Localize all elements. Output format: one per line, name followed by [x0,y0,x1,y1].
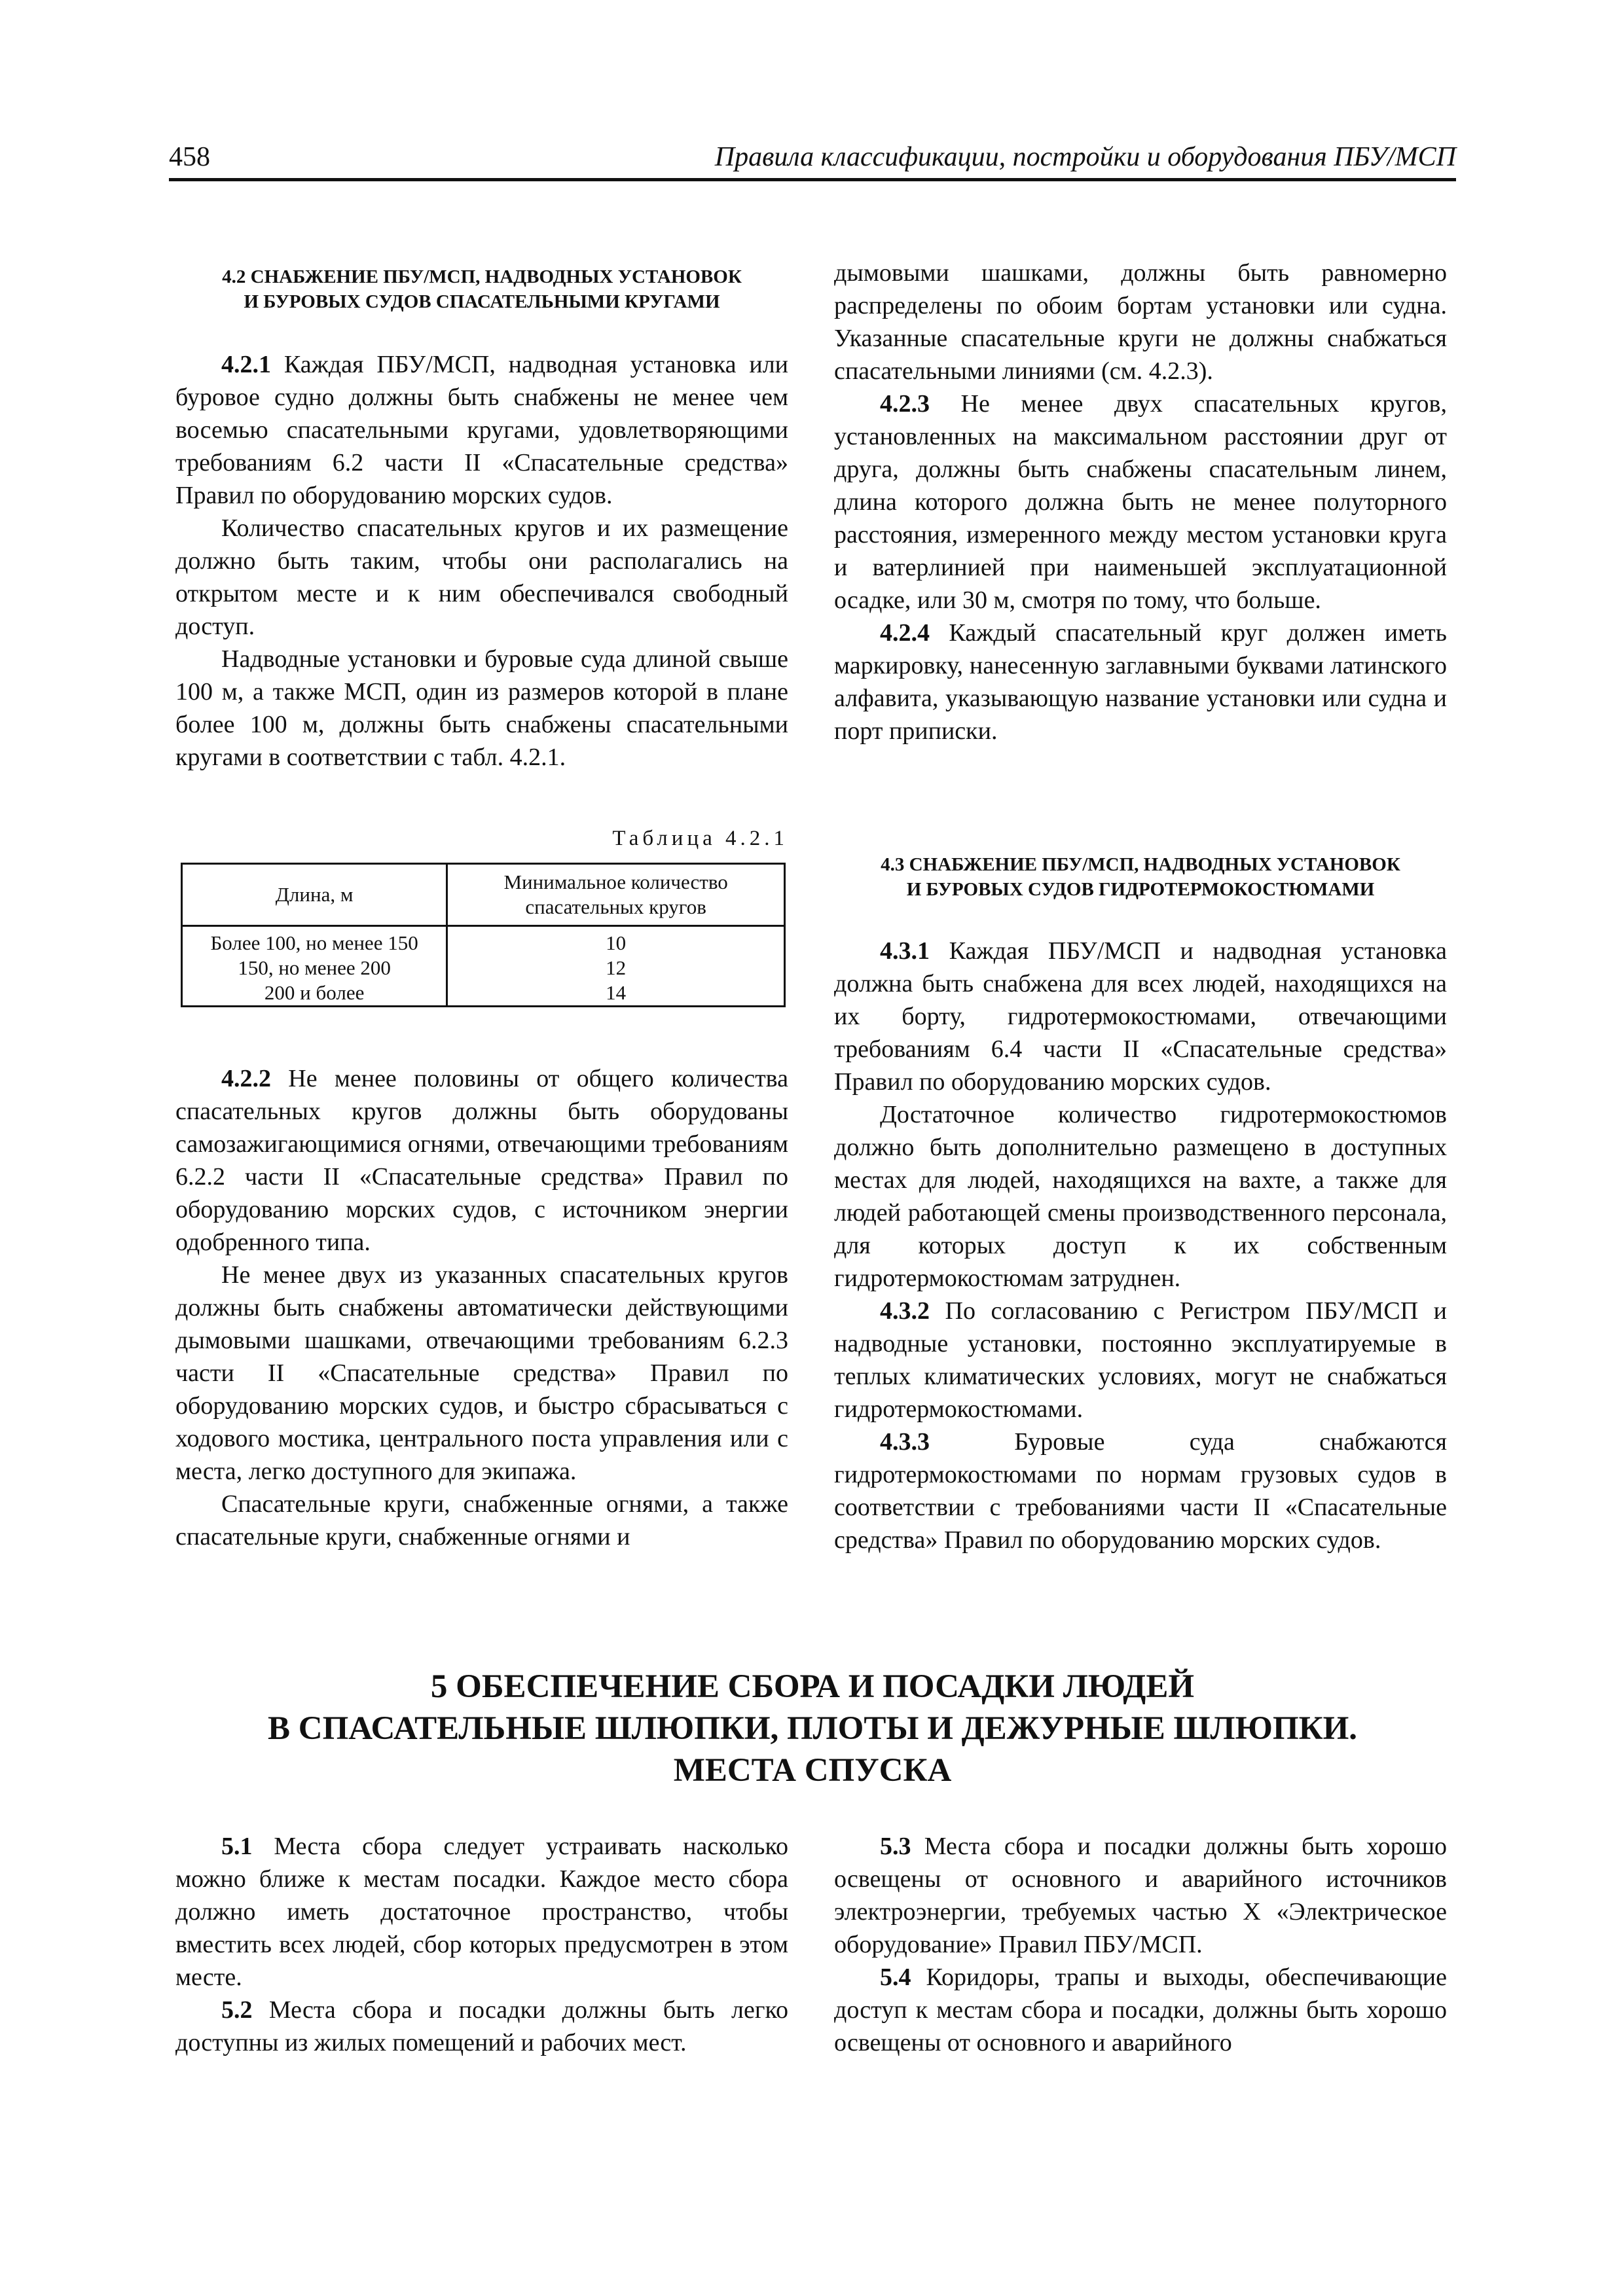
table-4-2-1 [181,863,786,1007]
paragraph-4-2-2: 4.2.2 Не менее половины от общего количества спасательных кругов должны быть оборудованы самозажигающимися огнями, отвечающими требованиям 6.2.2 части II «Спасательные средства» Правил по оборудованию морских судов, с источником энергии одобренного типа. [175,1065,788,1256]
running-title: Правила классификации, постройки и оборудования ПБУ/МСП [714,142,1456,172]
chapter-5-left-column [175,1830,788,2059]
table-caption: Таблица 4.2.1 [612,827,788,850]
paragraph-4-3-2: 4.3.2 По согласованию с Регистром ПБУ/МСП и надводные установки, постоянно эксплуатируемые в теплых климатических условиях, могут не снабжаться гидротермокостюмами. [834,1297,1447,1423]
paragraph-4-3-1-b: Достаточное количество гидротермокостюмов должно быть дополнительно размещено в доступных местах для людей, находящихся на вахте, а также для людей работающей смены производственного персонала, для которых доступ к их собственным гидротермокостюмам затруднен. [834,1101,1447,1292]
paragraph-4-2-4: 4.2.4 Каждый спасательный круг должен иметь маркировку, нанесенную заглавными буквами латинского алфавита, указывающую название установки или судна и порт приписки. [834,619,1447,745]
paragraph-4-3-3: 4.3.3 Буровые суда снабжаются гидротермокостюмами по нормам грузовых судов в соответствии с требованиями части II «Спасательные средства» Правил по оборудованию морских судов. [834,1428,1447,1554]
table-row: 200 и более 14 [182,980,785,1007]
paragraph-4-2-3: 4.2.3 Не менее двух спасательных кругов, установленных на максимальном расстоянии друг от друга, должны быть снабжены спасательным линем, длина которого должна быть не менее полуторного расстояния, измеренного между местом установки круга и ватерлинией при наименьшей эксплуатационной осадке, или 30 м, смотря по тому, что больше. [834,390,1447,614]
table-header-length: Длина, м [182,864,447,926]
right-column-upper [834,257,1447,747]
paragraph-4-2-2-c: Спасательные круги, снабженные огнями, а также спасательные круги, снабженные огнями и [175,1490,788,1551]
paragraph-5-2: 5.2 Места сбора и посадки должны быть легко доступны из жилых помещений и рабочих мест. [175,1996,788,2056]
section-4-2-heading: 4.2 СНАБЖЕНИЕ ПБУ/МСП, НАДВОДНЫХ УСТАНОВОК И БУРОВЫХ СУДОВ СПАСАТЕЛЬНЫМИ КРУГАМИ [222,266,742,312]
chapter-5-right-column [834,1830,1447,2059]
left-column-lower [175,1062,788,1553]
paragraph-4-2-1: 4.2.1 Каждая ПБУ/МСП, надводная установка или буровое судно должны быть снабжены не менее чем восемью спасательными кругами, удовлетворяющими требованиям 6.2 части II «Спасательные средства» Правил по оборудованию морских судов. [175,351,788,509]
paragraph-5-3: 5.3 Места сбора и посадки должны быть хорошо освещены от основного и аварийного источников электроэнергии, требуемых частью X «Электрическое оборудование» Правил ПБУ/МСП. [834,1833,1447,1958]
left-column-upper [175,348,788,774]
section-4-3-heading: 4.3 СНАБЖЕНИЕ ПБУ/МСП, НАДВОДНЫХ УСТАНОВОК И БУРОВЫХ СУДОВ ГИДРОТЕРМОКОСТЮМАМИ [881,854,1400,900]
paragraph-5-1: 5.1 Места сбора следует устраивать насколько можно ближе к местам посадки. Каждое место сбора должно иметь достаточное пространство, чтобы вместить всех людей, сбор которых предусмотрен в этом месте. [175,1833,788,1991]
paragraph-4-2-2-b: Не менее двух из указанных спасательных кругов должны быть снабжены автоматически действующими дымовыми шашками, отвечающими требованиям 6.2.3 части II «Спасательные средства» Правил по оборудованию морских судов, и быстро сбрасываться с ходового мостика, центрального поста управления или с места, легко доступного для экипажа. [175,1261,788,1485]
table-header-count: Минимальное количество спасательных кругов [447,864,785,926]
paragraph-4-2-2-continued: дымовыми шашками, должны быть равномерно распределены по обоим бортам установки или судна. Указанные спасательные круги не должны снабжаться спасательными линиями (см. 4.2.3). [834,259,1447,385]
table-row: Более 100, но менее 150 10 [182,926,785,956]
page-number: 458 [169,142,210,172]
paragraph-4-2-1-c: Надводные установки и буровые суда длиной свыше 100 м, а также МСП, один из размеров которой в плане более 100 м, должны быть снабжены спасательными кругами в соответствии с табл. 4.2.1. [175,645,788,771]
page-header [169,137,1456,181]
paragraph-5-4: 5.4 Коридоры, трапы и выходы, обеспечивающие доступ к местам сбора и посадки, должны быть хорошо освещены от основного и аварийного [834,1964,1447,2056]
paragraph-4-2-1-b: Количество спасательных кругов и их размещение должно быть таким, чтобы они располагались на открытом месте и к ним обеспечивался свободный доступ. [175,514,788,640]
table-row: 150, но менее 200 12 [182,956,785,980]
chapter-5-heading: 5 ОБЕСПЕЧЕНИЕ СБОРА И ПОСАДКИ ЛЮДЕЙ В СПАСАТЕЛЬНЫЕ ШЛЮПКИ, ПЛОТЫ И ДЕЖУРНЫЕ ШЛЮПКИ. МЕСТА СПУСКА [267,1668,1358,1789]
right-column-lower [834,935,1447,1556]
paragraph-4-3-1: 4.3.1 Каждая ПБУ/МСП и надводная установка должна быть снабжена для всех людей, находящихся на их борту, гидротермокостюмами, отвечающими требованиям 6.4 части II «Спасательные средства» Правил по оборудованию морских судов. [834,937,1447,1096]
